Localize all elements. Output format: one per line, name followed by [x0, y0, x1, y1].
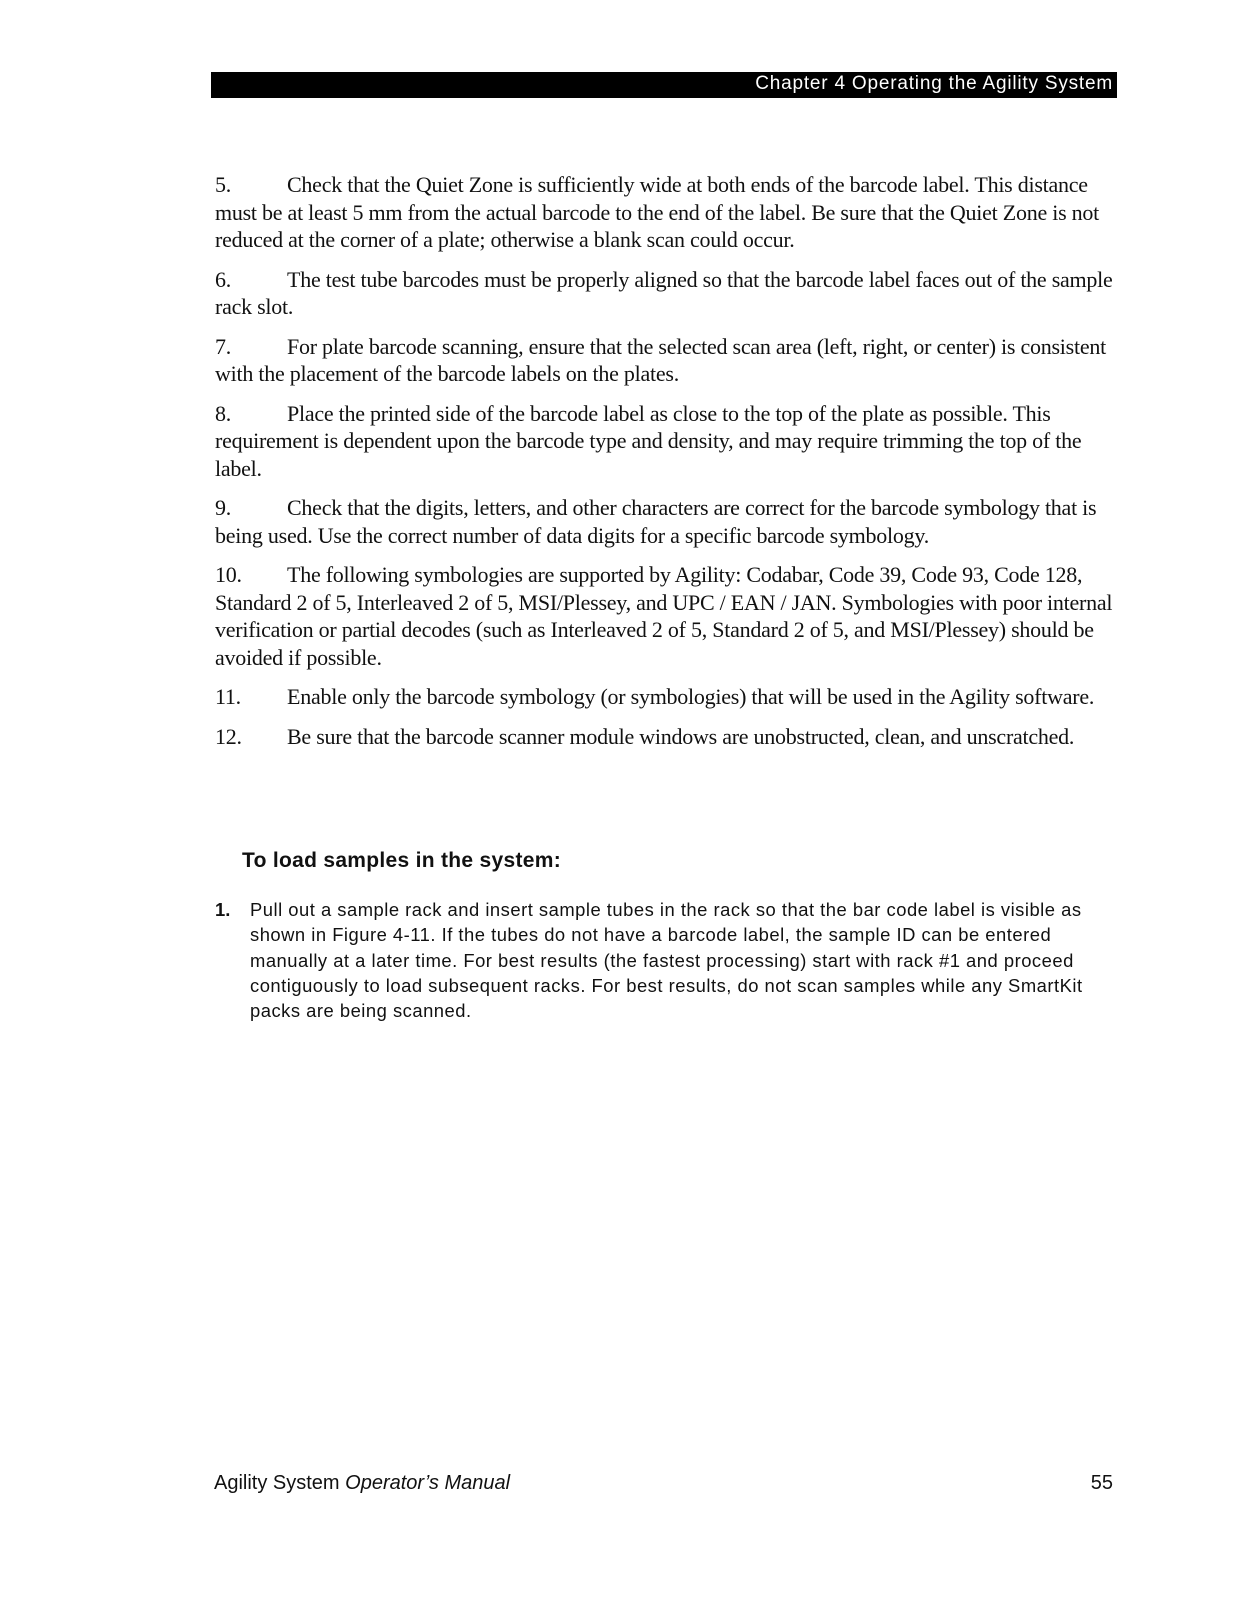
step-text: Check that the digits, letters, and other characters are correct for the barcode symbology that is being used. Use the correct number of data digits for a specific barcode symbology. — [215, 495, 1097, 548]
step-text: Enable only the barcode symbology (or symbologies) that will be used in the Agility software. — [287, 684, 1095, 709]
chapter-title: Chapter 4 Operating the Agility System — [755, 73, 1113, 94]
step-number: 12. — [215, 723, 242, 749]
chapter-header-bar — [211, 72, 1117, 98]
list-item — [215, 683, 1120, 711]
step-number: 5. — [215, 172, 231, 197]
step-number: 1. — [215, 899, 231, 920]
list-item — [215, 266, 1120, 321]
list-item — [215, 333, 1120, 388]
step-number: 7. — [215, 333, 231, 359]
list-item — [215, 561, 1120, 671]
step-number: 9. — [215, 495, 231, 520]
step-text: Be sure that the barcode scanner module windows are unobstructed, clean, and unscratched. — [287, 723, 1075, 749]
step-text: The test tube barcodes must be properly aligned so that the barcode label faces out of the sample rack slot. — [215, 266, 1113, 319]
list-item — [215, 723, 1120, 751]
list-item — [215, 494, 1120, 549]
list-item — [215, 400, 1120, 483]
step-number: 11. — [215, 684, 241, 709]
footer-manual-name: Operator’s Manual — [345, 1472, 511, 1494]
list-item — [215, 897, 1115, 1023]
step-number: 6. — [215, 266, 231, 292]
step-number: 8. — [215, 400, 231, 426]
procedure-heading: To load samples in the system: — [242, 849, 562, 872]
barcode-guidelines-list — [215, 171, 1120, 762]
step-text: The following symbologies are supported by Agility: Codabar, Code 39, Code 93, Code 128, Standard 2 of 5, Interleaved 2 of 5, MSI/Plessey, and UPC / EAN / JAN. Symbologies with poor internal verification or partial decodes (such as Interleaved 2 of 5, Standard 2 of 5, and MSI/Plessey) should be avoided if possible. — [215, 562, 1113, 670]
step-text: For plate barcode scanning, ensure that the selected scan area (left, right, or center) is consistent with the placement of the barcode labels on the plates. — [215, 333, 1106, 386]
step-text: Place the printed side of the barcode label as close to the top of the plate as possible. This requirement is dependent upon the barcode type and density, and may require trimming the top of the label. — [215, 400, 1082, 481]
step-text: Pull out a sample rack and insert sample tubes in the rack so that the bar code label is visible as shown in Figure 4-11. If the tubes do not have a barcode label, the sample ID can be entered manually at a later time. For best results (the fastest processing) start with rack #1 and proceed contiguously to load subsequent racks. For best results, do not scan samples while any SmartKit packs are being scanned. — [250, 899, 1083, 1022]
procedure-steps — [215, 897, 1115, 1023]
page-number: 55 — [1090, 1472, 1113, 1494]
footer-product: Agility System — [214, 1472, 340, 1494]
step-number: 10. — [215, 562, 242, 587]
list-item — [215, 171, 1120, 254]
footer-manual-title — [214, 1472, 510, 1495]
step-text: Check that the Quiet Zone is sufficiently wide at both ends of the barcode label. This distance must be at least 5 mm from the actual barcode to the end of the label. Be sure that the Quiet Zone is not reduced at the corner of a plate; otherwise a blank scan could occur. — [215, 172, 1100, 252]
